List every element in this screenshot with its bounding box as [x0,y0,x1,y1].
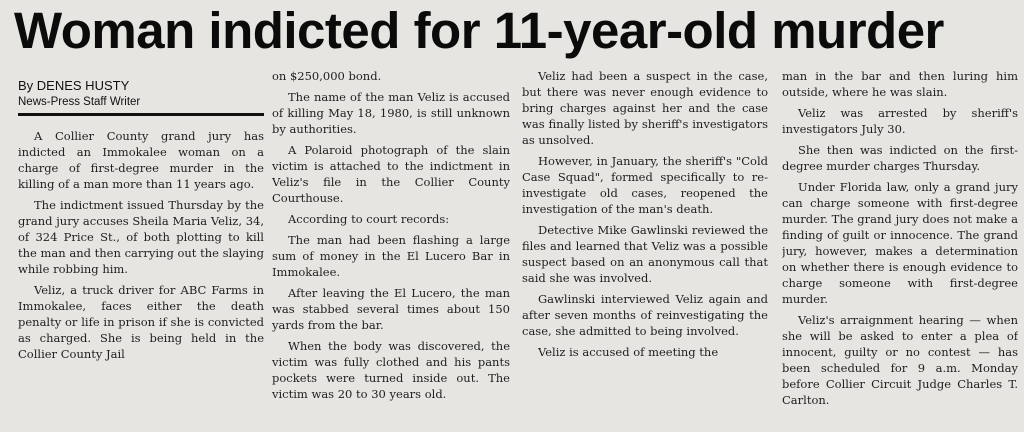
byline-rule [18,113,264,116]
headline: Woman indicted for 11-year-old murder [14,2,944,59]
paragraph: The indictment issued Thursday by the grand jury accuses Sheila Maria Veliz, 34, of 324 Price St., of both plotting to kill the man and then carrying out the slaying while robbing him. [18,198,264,276]
paragraph: When the body was discovered, the victim was fully clothed and his pants pockets were turned inside out. The victim was 20 to 30 years old. [272,339,510,401]
article-column-4 [782,68,1018,432]
article-column-2 [272,68,510,432]
article-column-3 [522,68,768,432]
paragraph: Veliz's arraignment hearing — when she will be asked to enter a plea of innocent, guilty or no contest — has been scheduled for 9 a.m. Monday before Collier Circuit Judge Charles T. Carlton. [782,313,1018,407]
paragraph: Veliz, a truck driver for ABC Farms in Immokalee, faces either the death penalty or life in prison if she is convicted as charged. She is being held in the Collier County Jail [18,283,264,361]
paragraph: Veliz is accused of meeting the [538,345,719,359]
byline-name: By DENES HUSTY [18,78,130,93]
paragraph: man in the bar and then luring him outside, where he was slain. [782,69,1018,99]
paragraph: The name of the man Veliz is accused of killing May 18, 1980, is still unknown by authorities. [272,90,510,136]
paragraph: A Polaroid photograph of the slain victim is attached to the indictment in Veliz's file in the Collier County Courthouse. [272,143,510,205]
paragraph: She then was indicted on the first-degree murder charges Thursday. [782,143,1018,173]
paragraph: According to court records: [288,212,450,226]
byline-role: News-Press Staff Writer [18,96,141,108]
paragraph: Under Florida law, only a grand jury can charge someone with first-degree murder. The grand jury does not make a finding of guilt or innocence. The grand jury, however, makes a determination on whether there is enough evidence to charge someone with first-degree murder. [782,180,1018,306]
paragraph: on $250,000 bond. [272,69,382,83]
paragraph: A Collier County grand jury has indicted an Immokalee woman on a charge of first-degree murder in the killing of a man more than 11 years ago. [18,129,264,191]
paragraph: However, in January, the sheriff's "Cold Case Squad", formed specifically to re-investigate old cases, reopened the investigation of the man's death. [522,154,768,216]
paragraph: The man had been flashing a large sum of money in the El Lucero Bar in Immokalee. [272,233,510,279]
article-column-1 [18,68,264,432]
paragraph: Veliz was arrested by sheriff's investigators July 30. [782,106,1018,136]
paragraph: Detective Mike Gawlinski reviewed the files and learned that Veliz was a possible suspect based on an anonymous call that said she was involved. [522,223,768,285]
paragraph: Gawlinski interviewed Veliz again and after seven months of reinvestigating the case, she admitted to being involved. [522,292,768,338]
paragraph: After leaving the El Lucero, the man was stabbed several times about 150 yards from the bar. [272,286,510,332]
paragraph: Veliz had been a suspect in the case, but there was never enough evidence to bring charges against her and the case was finally listed by sheriff's investigators as unsolved. [522,69,768,147]
